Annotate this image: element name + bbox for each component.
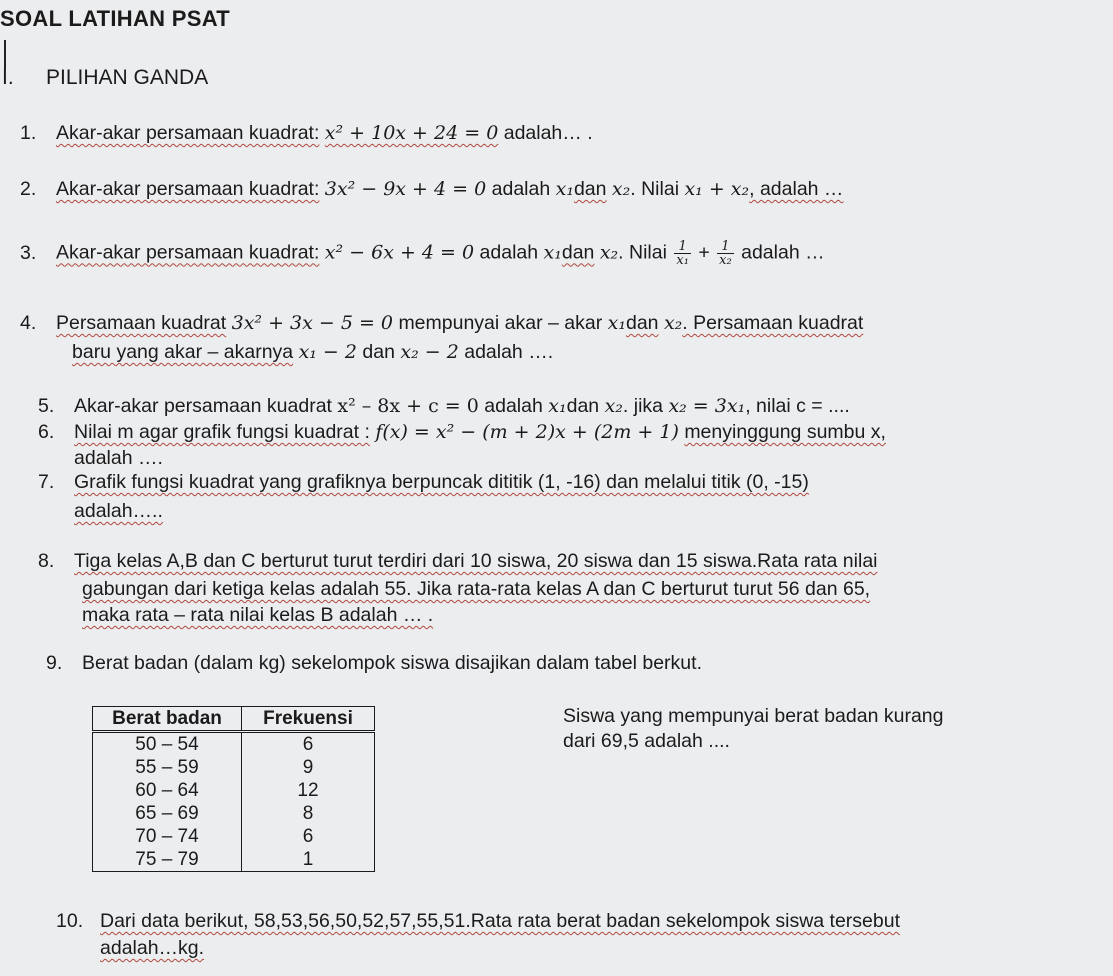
equation: 3x² + 3x − 5 = 0 (231, 312, 394, 334)
section-title: PILIHAN GANDA (46, 66, 209, 89)
question-2: 2. Akar-akar persamaan kuadrat: 3x² − 9x + 4 = 0 adalah x₁dan x₂. Nilai x₁ + x₂, adalah … (20, 178, 844, 200)
page-title: SOAL LATIHAN PSAT (0, 6, 230, 31)
header-berat-badan: Berat badan (93, 707, 242, 732)
question-8-line-2: gabungan dari ketiga kelas adalah 55. Jika rata-rata kelas A dan C berturut turut 56 dan 65, (82, 578, 871, 600)
equation: 3x² − 9x + 4 = 0 (324, 178, 487, 200)
equation: x² − 6x + 4 = 0 (324, 241, 475, 264)
table-row: 65 – 69 8 (93, 802, 375, 825)
equation: x² – 8x + c = 0 (337, 395, 479, 417)
question-6-line-2: adalah …. (74, 447, 163, 469)
question-7-line-2: adalah….. (74, 500, 163, 522)
weight-frequency-table (92, 706, 375, 872)
question-8: 8. Tiga kelas A,B dan C berturut turut terdiri dari 10 siswa, 20 siswa dan 15 siswa.Rata rata nilai (38, 550, 878, 572)
question-3: 3. Akar-akar persamaan kuadrat: x² − 6x + 4 = 0 adalah x₁dan x₂. Nilai $\frac{1}{\text{x₁}}$ + $\frac{1}{\text{x₂}}$ adalah … (20, 239, 825, 268)
question-9-side-text: Siswa yang mempunyai berat badan kurang (563, 705, 944, 727)
question-9: 9. Berat badan (dalam kg) sekelompok siswa disajikan dalam tabel berkut. (46, 652, 702, 674)
question-6: 6. Nilai m agar grafik fungsi kuadrat : f(x) = x² − (m + 2)x + (2m + 1) menyinggung sumbu x, (38, 421, 886, 443)
question-7: 7. Grafik fungsi kuadrat yang grafiknya berpuncak dititik (1, -16) dan melalui titik (0, -15) (38, 471, 809, 493)
equation: f(x) = x² − (m + 2)x + (2m + 1) (375, 421, 679, 443)
question-10: 10. Dari data berikut, 58,53,56,50,52,57,55,51.Rata rata berat badan sekelompok siswa tersebut (56, 910, 901, 932)
question-10-line-2: adalah…kg. (100, 937, 205, 959)
section-heading (0, 66, 208, 90)
question-4-line-2: baru yang akar – akarnya x₁ − 2 dan x₂ − 2 adalah …. (72, 341, 554, 363)
table-row: 60 – 64 12 (93, 779, 375, 802)
question-1: 1. Akar-akar persamaan kuadrat: x² + 10x + 24 = 0 adalah… . (20, 122, 593, 144)
question-4: 4. Persamaan kuadrat 3x² + 3x − 5 = 0 mempunyai akar – akar x₁dan x₂. Persamaan kuadrat (20, 312, 864, 334)
fraction-1-over-x2: $\frac{1}{\text{x₂}}$ (719, 239, 732, 268)
table-row: 50 – 54 6 (93, 732, 375, 757)
table-row: 70 – 74 6 (93, 825, 375, 848)
table-row: 75 – 79 1 (93, 848, 375, 872)
table-header-row (93, 707, 375, 732)
equation: x² + 10x + 24 = 0 (324, 122, 499, 144)
question-8-line-3: maka rata – rata nilai kelas B adalah … . (82, 604, 434, 626)
question-5: 5. Akar-akar persamaan kuadrat x² – 8x + c = 0 adalah x₁dan x₂. jika x₂ = 3x₁, nilai c = .... (38, 395, 850, 417)
fraction-1-over-x1: $\frac{1}{\text{x₁}}$ (676, 239, 689, 268)
table-row: 55 – 59 9 (93, 756, 375, 779)
header-frekuensi: Frekuensi (242, 707, 375, 732)
section-number: I. (2, 66, 14, 89)
question-9-side-text-2: dari 69,5 adalah .... (563, 730, 730, 752)
